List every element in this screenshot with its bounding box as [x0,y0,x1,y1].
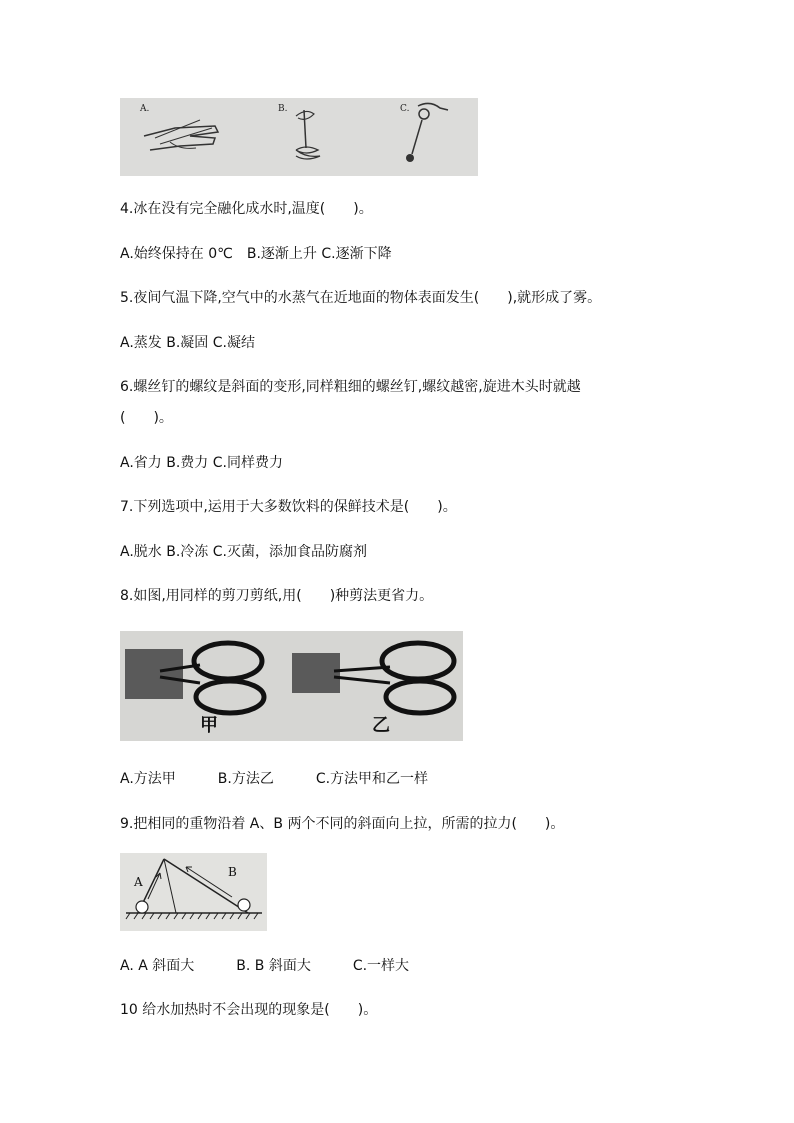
figure-inclines-drawing [120,853,267,931]
figure-inclines [120,853,267,931]
q5-stem: 5.夜间气温下降,空气中的水蒸气在近地面的物体表面发生( ),就形成了雾。 [120,290,602,306]
figure-scissors-label-jia: 甲 [200,715,218,736]
q6-options: A.省力 B.费力 C.同样费力 [120,455,283,471]
q9-options: A. A 斜面大 B. B 斜面大 C.一样大 [120,958,410,974]
q7-stem: 7.下列选项中,运用于大多数饮料的保鲜技术是( )。 [120,499,457,515]
figure-inclines-label-b: B [228,865,237,879]
q5-options: A.蒸发 B.凝固 C.凝结 [120,335,255,351]
figure-abc-label-c: C. [400,104,410,114]
figure-inclines-label-a: A [134,875,143,889]
figure-abc-drawing [120,98,478,176]
q8-options: A.方法甲 B.方法乙 C.方法甲和乙一样 [120,771,429,787]
q10-stem: 10 给水加热时不会出现的现象是( )。 [120,1002,378,1018]
figure-abc-label-a: A. [140,104,150,114]
figure-abc-label-b: B. [278,104,288,114]
figure-scissors-label-yi: 乙 [372,715,390,736]
q6-stem-line2: ( )。 [120,410,173,426]
q8-stem: 8.如图,用同样的剪刀剪纸,用( )种剪法更省力。 [120,588,434,604]
figure-scissors [120,631,463,741]
q4-stem: 4.冰在没有完全融化成水时,温度( )。 [120,201,373,217]
q9-stem: 9.把相同的重物沿着 A、B 两个不同的斜面向上拉，所需的拉力( )。 [120,816,565,832]
q4-options: A.始终保持在 0℃ B.逐渐上升 C.逐渐下降 [120,246,392,262]
q7-options: A.脱水 B.冷冻 C.灭菌，添加食品防腐剂 [120,544,367,560]
figure-abc [120,98,478,176]
figure-scissors-drawing [120,631,463,741]
q6-stem-line1: 6.螺丝钉的螺纹是斜面的变形,同样粗细的螺丝钉,螺纹越密,旋进木头时就越 [120,379,581,395]
